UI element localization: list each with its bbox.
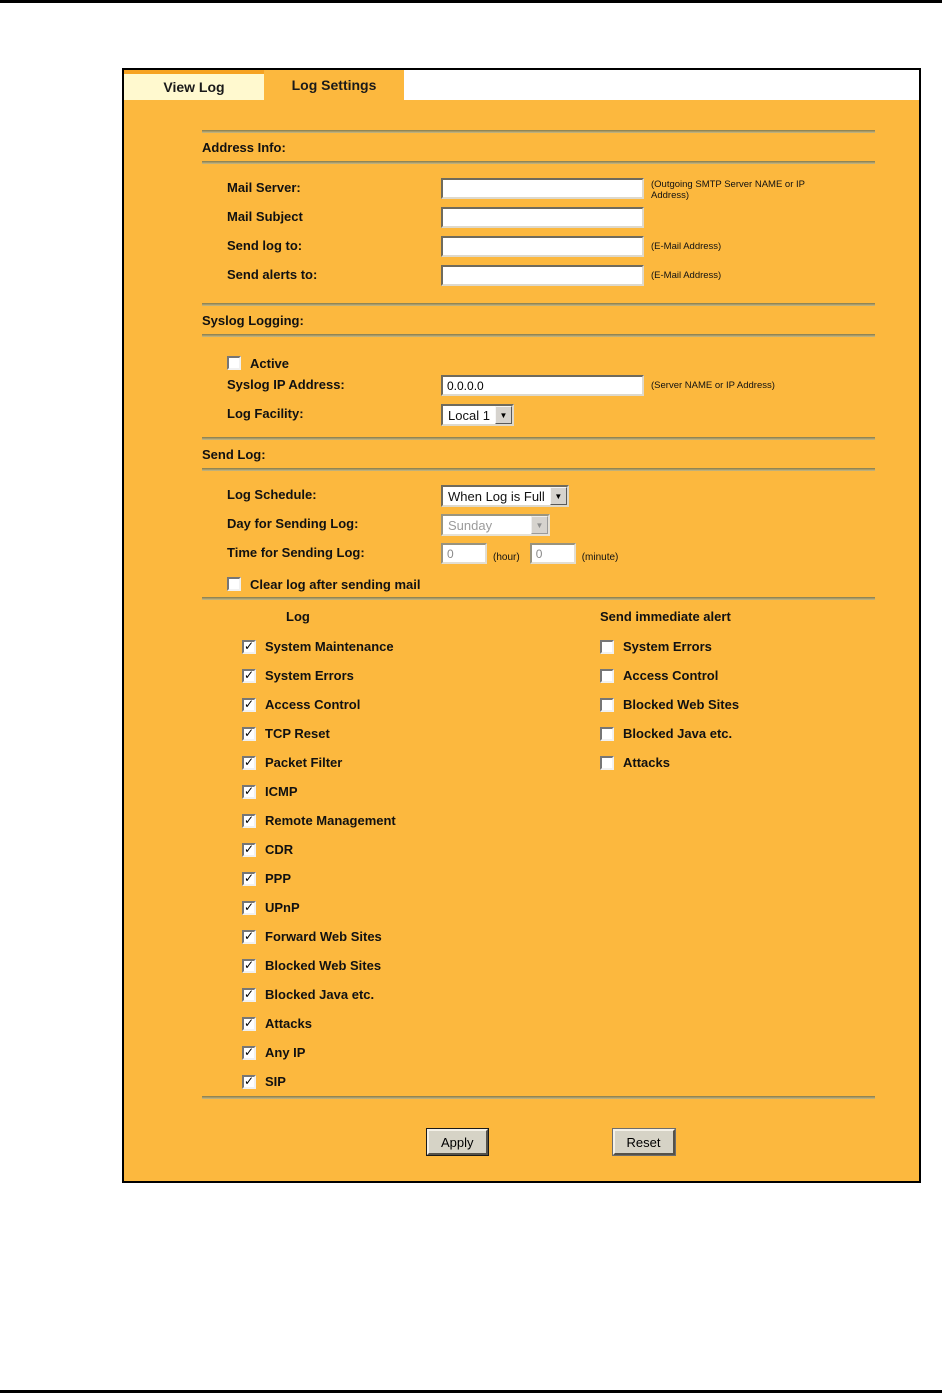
alert-checkbox-access-control[interactable]: [600, 669, 614, 683]
separator: [202, 597, 875, 600]
checkbox-row: [567, 661, 875, 690]
log-checkbox-system-errors[interactable]: [242, 669, 256, 683]
log-checkbox-access-control[interactable]: [242, 698, 256, 712]
checkbox-row: [202, 864, 567, 893]
checkbox-row: [567, 719, 875, 748]
chevron-down-icon[interactable]: ▼: [550, 487, 567, 505]
checkbox-row: [202, 1009, 567, 1038]
minute-note: (minute): [581, 552, 619, 563]
clear-log-row: [202, 572, 875, 596]
log-checkbox-label-any-ip: Any IP: [265, 1045, 306, 1060]
log-schedule-label: Log Schedule:: [227, 487, 317, 502]
log-facility-row: [202, 404, 875, 433]
syslog-ip-row: [202, 375, 875, 404]
day-for-sending-value: Sunday: [448, 517, 493, 533]
checkbox-row: [202, 632, 567, 661]
log-checkbox-icmp[interactable]: [242, 785, 256, 799]
log-checkbox-label-icmp: ICMP: [265, 784, 298, 799]
alert-checkbox-label-system-errors: System Errors: [623, 639, 712, 654]
log-checkbox-sip[interactable]: [242, 1075, 256, 1089]
send-log-heading: Send Log:: [202, 447, 266, 462]
send-alerts-to-note: (E-Mail Address): [651, 270, 722, 281]
checkbox-row: [202, 777, 567, 806]
page-top-rule: [0, 0, 942, 3]
log-checkbox-ppp[interactable]: [242, 872, 256, 886]
mail-subject-label: Mail Subject: [227, 209, 303, 224]
log-checkbox-cdr[interactable]: [242, 843, 256, 857]
checkbox-row: [202, 806, 567, 835]
checkbox-row: [202, 922, 567, 951]
log-checkbox-label-upnp: UPnP: [265, 900, 300, 915]
checkbox-row: [202, 661, 567, 690]
hour-note: (hour): [493, 552, 520, 563]
log-checkbox-packet-filter[interactable]: [242, 756, 256, 770]
syslog-ip-label: Syslog IP Address:: [227, 377, 345, 392]
log-checkbox-blocked-web-sites[interactable]: [242, 959, 256, 973]
send-log-to-row: [202, 236, 875, 265]
log-checkbox-forward-web-sites[interactable]: [242, 930, 256, 944]
log-column-header: Log: [286, 609, 310, 624]
alert-column: [567, 632, 875, 1096]
syslog-active-row: [202, 351, 875, 375]
separator: [202, 437, 875, 440]
checkbox-row: [202, 835, 567, 864]
log-checkbox-label-remote-management: Remote Management: [265, 813, 396, 828]
log-schedule-row: [202, 485, 875, 514]
alert-checkbox-attacks[interactable]: [600, 756, 614, 770]
mail-server-note: (Outgoing SMTP Server NAME or IP Address): [651, 179, 805, 201]
time-for-sending-label: Time for Sending Log:: [227, 545, 365, 560]
log-checkbox-any-ip[interactable]: [242, 1046, 256, 1060]
time-for-sending-row: [202, 543, 875, 572]
send-log-to-input[interactable]: [441, 236, 644, 257]
send-log-to-label: Send log to:: [227, 238, 303, 253]
alert-checkbox-label-blocked-web-sites: Blocked Web Sites: [623, 697, 740, 712]
checkbox-row: [202, 748, 567, 777]
mail-server-label: Mail Server:: [227, 180, 301, 195]
mail-subject-row: [202, 207, 875, 236]
send-log-to-note: (E-Mail Address): [651, 241, 722, 252]
checkbox-row: [202, 1038, 567, 1067]
log-checkbox-label-ppp: PPP: [265, 871, 292, 886]
tab-log-settings[interactable]: Log Settings: [264, 70, 404, 100]
checkbox-row: [567, 690, 875, 719]
alert-column-header: Send immediate alert: [600, 609, 731, 624]
day-for-sending-select: [441, 514, 550, 536]
log-checkbox-label-access-control: Access Control: [265, 697, 361, 712]
page-bottom-rule: [0, 1390, 942, 1393]
checkbox-row: [567, 748, 875, 777]
log-checkbox-remote-management[interactable]: [242, 814, 256, 828]
separator: [202, 303, 875, 306]
clear-log-label: Clear log after sending mail: [250, 576, 421, 592]
log-checkbox-label-tcp-reset: TCP Reset: [265, 726, 330, 741]
log-checkbox-attacks[interactable]: [242, 1017, 256, 1031]
log-facility-label: Log Facility:: [227, 406, 304, 421]
log-checkbox-label-system-errors: System Errors: [265, 668, 354, 683]
log-settings-panel: [122, 68, 921, 1183]
log-column: [202, 632, 567, 1096]
mail-server-input[interactable]: [441, 178, 644, 199]
clear-log-checkbox[interactable]: [227, 577, 241, 591]
syslog-heading: Syslog Logging:: [202, 313, 304, 328]
day-for-sending-label: Day for Sending Log:: [227, 516, 359, 531]
mail-subject-input[interactable]: [441, 207, 644, 228]
reset-button[interactable]: Reset: [613, 1129, 675, 1155]
tab-bar: [124, 70, 919, 100]
log-checkbox-label-system-maintenance: System Maintenance: [265, 639, 394, 654]
separator: [202, 334, 875, 337]
minute-input: [530, 543, 576, 564]
syslog-ip-note: (Server NAME or IP Address): [651, 380, 775, 391]
alert-checkbox-label-blocked-java-etc: Blocked Java etc.: [623, 726, 733, 741]
chevron-down-icon: ▼: [531, 516, 548, 534]
day-for-sending-row: [202, 514, 875, 543]
log-checkbox-label-forward-web-sites: Forward Web Sites: [265, 929, 382, 944]
syslog-active-checkbox[interactable]: [227, 356, 241, 370]
mail-server-row: [202, 178, 875, 207]
alert-checkbox-blocked-java-etc[interactable]: [600, 727, 614, 741]
log-schedule-value: When Log is Full: [448, 488, 545, 504]
tab-view-log[interactable]: View Log: [124, 70, 264, 100]
alert-checkbox-label-attacks: Attacks: [623, 755, 670, 770]
log-checkbox-upnp[interactable]: [242, 901, 256, 915]
send-alerts-to-label: Send alerts to:: [227, 267, 318, 282]
log-schedule-select[interactable]: [441, 485, 569, 507]
log-checkbox-label-cdr: CDR: [265, 842, 294, 857]
log-facility-value: Local 1: [448, 407, 490, 423]
log-checkbox-blocked-java-etc[interactable]: [242, 988, 256, 1002]
checkbox-row: [567, 632, 875, 661]
checkbox-row: [202, 951, 567, 980]
alert-checkbox-label-access-control: Access Control: [623, 668, 719, 683]
checkbox-row: [202, 980, 567, 1009]
log-checkbox-label-sip: SIP: [265, 1074, 286, 1089]
log-checkbox-label-attacks: Attacks: [265, 1016, 312, 1031]
log-facility-select[interactable]: [441, 404, 514, 426]
chevron-down-icon[interactable]: ▼: [495, 406, 512, 424]
separator: [202, 161, 875, 164]
checkbox-row: [202, 719, 567, 748]
checkbox-row: [202, 1067, 567, 1096]
button-row: [202, 1129, 875, 1155]
panel-body: [124, 130, 919, 1155]
log-checkbox-system-maintenance[interactable]: [242, 640, 256, 654]
syslog-active-label: Active: [250, 355, 290, 371]
log-checkbox-label-blocked-web-sites: Blocked Web Sites: [265, 958, 382, 973]
syslog-ip-input[interactable]: [441, 375, 644, 396]
log-checkbox-label-blocked-java-etc: Blocked Java etc.: [265, 987, 375, 1002]
alert-checkbox-system-errors[interactable]: [600, 640, 614, 654]
address-info-heading: Address Info:: [202, 140, 286, 155]
send-alerts-to-input[interactable]: [441, 265, 644, 286]
hour-input: [441, 543, 487, 564]
apply-button[interactable]: Apply: [427, 1129, 488, 1155]
alert-checkbox-blocked-web-sites[interactable]: [600, 698, 614, 712]
matrix-header-row: [202, 608, 875, 626]
separator: [202, 468, 875, 471]
separator: [202, 130, 875, 133]
log-checkbox-label-packet-filter: Packet Filter: [265, 755, 343, 770]
checkbox-row: [202, 690, 567, 719]
log-checkbox-tcp-reset[interactable]: [242, 727, 256, 741]
checkbox-row: [202, 893, 567, 922]
send-alerts-to-row: [202, 265, 875, 294]
separator: [202, 1096, 875, 1099]
checkbox-matrix: [202, 632, 875, 1096]
